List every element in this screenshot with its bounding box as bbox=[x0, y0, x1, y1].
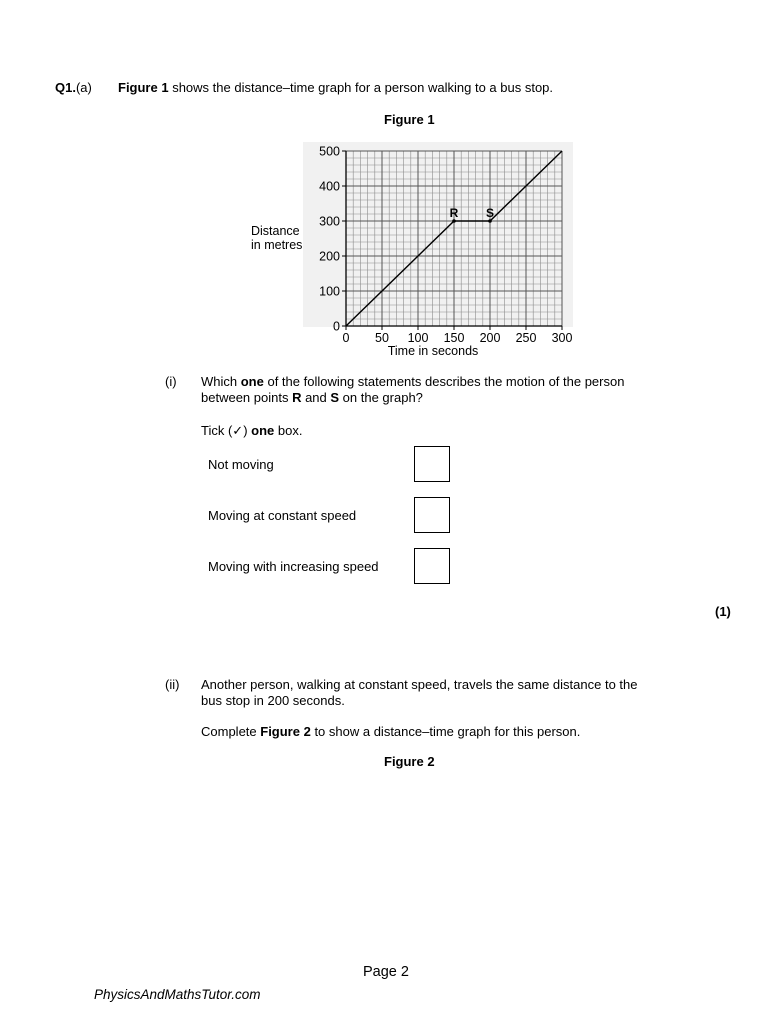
part-i-text: between points bbox=[201, 390, 293, 405]
option-checkbox-increasing-speed[interactable] bbox=[414, 548, 450, 584]
y-axis-label-line2: in metres bbox=[251, 238, 303, 252]
x-tick-label: 300 bbox=[551, 331, 573, 345]
marks-label: (1) bbox=[715, 604, 731, 619]
page-number: Page 2 bbox=[363, 964, 409, 980]
part-i-text: of the following statements describes the motion of the person bbox=[263, 374, 625, 389]
y-axis-label-line1: Distance bbox=[251, 224, 300, 238]
part-i-question-line2 bbox=[201, 390, 423, 405]
point-s-ref: S bbox=[330, 390, 340, 405]
part-i-emphasis: one bbox=[240, 374, 264, 389]
graph-background bbox=[303, 142, 573, 327]
intro-text: shows the distance–time graph for a person walking to a bus stop. bbox=[168, 80, 554, 95]
x-tick-label: 100 bbox=[407, 331, 429, 345]
x-tick-label: 50 bbox=[375, 331, 389, 345]
y-tick-label: 100 bbox=[319, 284, 340, 299]
x-axis-label: Time in seconds bbox=[387, 344, 479, 358]
part-ii-number: (ii) bbox=[165, 677, 180, 692]
footer-site: PhysicsAndMathsTutor.com bbox=[94, 987, 261, 1002]
question-part: (a) bbox=[75, 80, 92, 95]
question-number: Q1. bbox=[55, 80, 76, 95]
figure2-caption: Figure 2 bbox=[384, 754, 435, 769]
tick-text: ) bbox=[243, 423, 252, 438]
point-label-s: S bbox=[485, 206, 495, 220]
option-label-not-moving: Not moving bbox=[208, 457, 274, 472]
figure2-ref: Figure 2 bbox=[260, 724, 311, 739]
question-intro bbox=[118, 80, 553, 95]
distance-time-graph bbox=[240, 138, 585, 366]
point-r-ref: R bbox=[292, 390, 302, 405]
tick-text: Tick ( bbox=[201, 423, 233, 438]
x-tick-label: 0 bbox=[342, 331, 350, 345]
y-tick-label: 500 bbox=[319, 144, 340, 159]
y-tick-label: 200 bbox=[319, 249, 340, 264]
option-checkbox-constant-speed[interactable] bbox=[414, 497, 450, 533]
x-tick-label: 150 bbox=[443, 331, 465, 345]
tick-emphasis: one bbox=[251, 423, 275, 438]
option-label-constant-speed: Moving at constant speed bbox=[208, 508, 357, 523]
y-tick-label: 400 bbox=[319, 179, 340, 194]
instruction-text: Complete bbox=[201, 724, 261, 739]
y-tick-label: 0 bbox=[333, 319, 340, 334]
tick-text: box. bbox=[274, 423, 303, 438]
part-ii-text-line1: Another person, walking at constant speed, travels the same distance to the bbox=[201, 677, 638, 692]
part-i-text: on the graph? bbox=[339, 390, 423, 405]
point-label-r: R bbox=[449, 206, 459, 220]
tick-instruction bbox=[201, 423, 302, 439]
part-i-question-line1 bbox=[201, 374, 624, 389]
part-i-text: Which bbox=[201, 374, 241, 389]
question-heading bbox=[55, 80, 92, 95]
part-ii-text-line2: bus stop in 200 seconds. bbox=[201, 693, 345, 708]
part-ii-instruction bbox=[201, 724, 580, 739]
option-label-increasing-speed: Moving with increasing speed bbox=[208, 559, 379, 574]
checkmark-icon: ✓ bbox=[232, 423, 244, 438]
figure1-caption: Figure 1 bbox=[384, 112, 435, 127]
part-i-text: and bbox=[301, 390, 331, 405]
x-tick-label: 250 bbox=[515, 331, 537, 345]
x-tick-label: 200 bbox=[479, 331, 501, 345]
intro-figure-ref: Figure 1 bbox=[118, 80, 169, 95]
instruction-text: to show a distance–time graph for this person. bbox=[310, 724, 581, 739]
part-i-number: (i) bbox=[165, 374, 177, 389]
y-tick-label: 300 bbox=[319, 214, 340, 229]
option-checkbox-not-moving[interactable] bbox=[414, 446, 450, 482]
